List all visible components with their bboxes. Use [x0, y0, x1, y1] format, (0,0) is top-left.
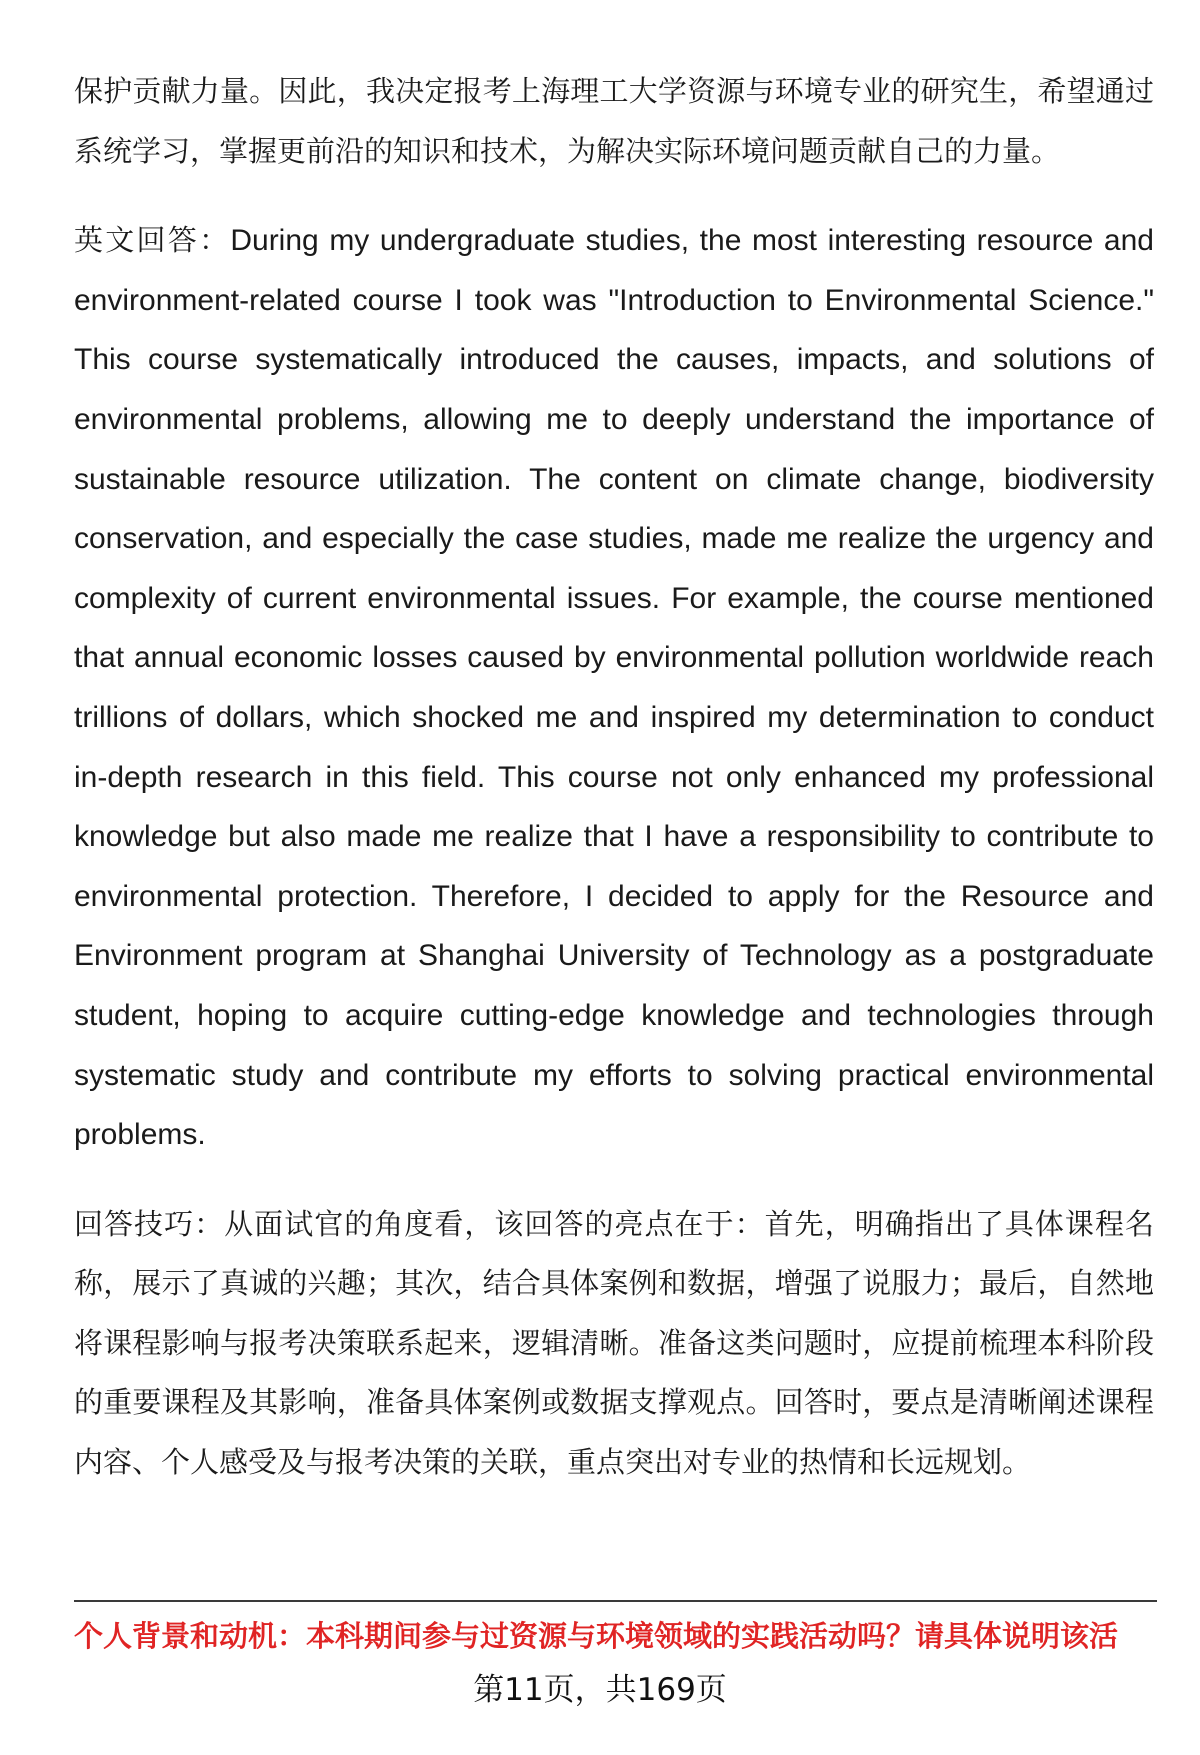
- answer-tips-text: 从面试官的角度看，该回答的亮点在于：首先，明确指出了具体课程名称，展示了真诚的兴趣；其次，结合具体案例和数据，增强了说服力；最后，自然地将课程影响与报考决策联系起来，逻辑清晰。准备这类问题时，应提前梳理本科阶段的重要课程及其影响，准备具体案例或数据支撑观点。回答时，要点是清晰阐述课程内容、个人感受及与报考决策的关联，重点突出对专业的热情和长远规划。: [74, 1206, 1154, 1480]
- english-answer-label: 英文回答：: [74, 223, 231, 258]
- page-number: 第11页，共169页: [473, 1672, 727, 1708]
- intro-paragraph-text: 保护贡献力量。因此，我决定报考上海理工大学资源与环境专业的研究生，希望通过系统学习，掌握更前沿的知识和技术，为解决实际环境问题贡献自己的力量。: [74, 74, 1154, 168]
- intro-paragraph: [74, 62, 1154, 181]
- next-question-heading: 个人背景和动机：本科期间参与过资源与环境领域的实践活动吗？请具体说明该活: [74, 1619, 1119, 1653]
- document-body: [74, 62, 1154, 1493]
- english-answer-paragraph: [74, 211, 1154, 1165]
- english-answer-text: During my undergraduate studies, the most interesting resource and environment-related course I took was "Introduction to Environmental Science." This course systematically introduced the causes, impacts, and solutions of environmental problems, allowing me to deeply understand the importance of sustainable resource utilization. The content on climate change, biodiversity conservation, and especially the case studies, made me realize the urgency and complexity of current environmental issues. For example, the course mentioned that annual economic losses caused by environmental pollution worldwide reach trillions of dollars, which shocked me and inspired my determination to conduct in-depth research in this field. This course not only enhanced my professional knowledge but also made me realize that I have a responsibility to contribute to environmental protection. Therefore, I decided to apply for the Resource and Environment program at Shanghai University of Technology as a postgraduate student, hoping to acquire cutting-edge knowledge and technologies through systematic study and contribute my efforts to solving practical environmental problems.: [74, 224, 1154, 1152]
- answer-tips-paragraph: [74, 1195, 1154, 1493]
- answer-tips-label: 回答技巧：: [74, 1206, 225, 1241]
- section-divider: [74, 1600, 1157, 1602]
